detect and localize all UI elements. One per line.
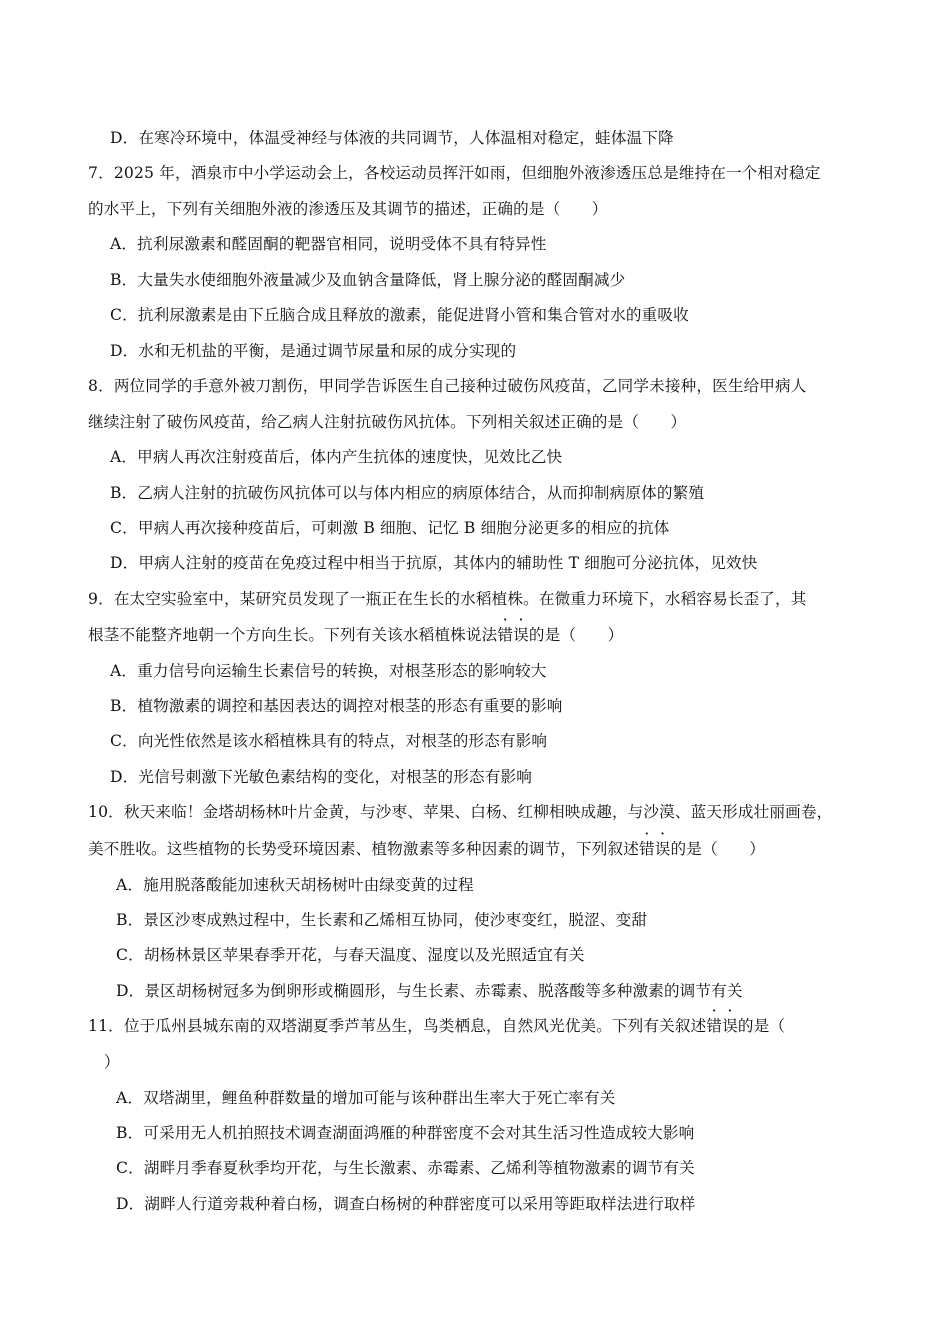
- q10-stem-tail: 的是（ ）: [670, 840, 766, 858]
- q9-stem-line1: 9．在太空实验室中，某研究员发现了一瓶正在生长的水稻植株。在微重力环境下，水稻容易长歪了，其: [88, 590, 807, 608]
- q7-option-d: D．水和无机盐的平衡，是通过调节尿量和尿的成分实现的: [110, 342, 517, 360]
- q11-option-b: B．可采用无人机拍照技术调查湖面鸿雁的种群密度不会对其生活习性造成较大影响: [116, 1124, 695, 1142]
- q9-stem-line2: [88, 625, 623, 645]
- q7-option-b: B．大量失水使细胞外液量减少及血钠含量降低，肾上腺分泌的醛固酮减少: [110, 271, 626, 289]
- q9-option-a: A．重力信号向运输生长素信号的转换，对根茎形态的影响较大: [110, 662, 547, 680]
- q7-option-c: C．抗利尿激素是由下丘脑合成且释放的激素，能促进肾小管和集合管对水的重吸收: [110, 306, 689, 324]
- q10-option-d: D．景区胡杨树冠多为倒卵形或椭圆形，与生长素、赤霉素、脱落酸等多种激素的调节有关: [116, 982, 743, 1000]
- q9-option-c: C．向光性依然是该水稻植株具有的特点，对根茎的形态有影响: [110, 732, 548, 750]
- q6-option-d: D．在寒冷环境中，体温受神经与体液的共同调节，人体温相对稳定，蛙体温下降: [110, 129, 674, 147]
- q7-stem-line2: 的水平上，下列有关细胞外液的渗透压及其调节的描述，正确的是（ ）: [88, 200, 608, 218]
- q11-emphasis-char-1: 错: [706, 1017, 723, 1035]
- q10-emphasis-char-1: 错: [639, 840, 655, 858]
- q8-option-b: B．乙病人注射的抗破伤风抗体可以与体内相应的病原体结合，从而抑制病原体的繁殖: [110, 484, 705, 502]
- q10-stem-line1: 10．秋天来临！金塔胡杨林叶片金黄，与沙枣、苹果、白杨、红柳相映成趣，与沙漠、蓝天形成壮丽画卷，: [88, 803, 833, 821]
- q8-stem-line2: 继续注射了破伤风疫苗，给乙病人注射抗破伤风抗体。下列相关叙述正确的是（ ）: [88, 413, 687, 431]
- q9-option-d: D．光信号刺激下光敏色素结构的变化，对根茎的形态有影响: [110, 768, 532, 786]
- q10-option-c: C．胡杨林景区苹果春季开花，与春天温度、湿度以及光照适宜有关: [116, 946, 585, 964]
- q11-stem-line2: ）: [104, 1053, 120, 1071]
- q9-stem-text: 根茎不能整齐地朝一个方向生长。下列有关该水稻植株说法: [88, 626, 498, 644]
- q11-stem-line1: [88, 1016, 785, 1036]
- q8-option-a: A．甲病人再次注射疫苗后，体内产生抗体的速度快，见效比乙快: [110, 448, 563, 466]
- q7-stem-line1: 7．2025 年，酒泉市中小学运动会上，各校运动员挥汗如雨，但细胞外液渗透压总是维持在一个相对稳定: [88, 164, 821, 182]
- q9-option-b: B．植物激素的调控和基因表达的调控对根茎的形态有重要的影响: [110, 697, 563, 715]
- q11-emphasis-char-2: 误: [722, 1017, 738, 1035]
- q11-stem-text: 11．位于瓜州县城东南的双塔湖夏季芦苇丛生，鸟类栖息，自然风光优美。下列有关叙述: [88, 1017, 707, 1035]
- q8-stem-line1: 8．两位同学的手意外被刀割伤，甲同学告诉医生自己接种过破伤风疫苗，乙同学未接种，医生给甲病人: [88, 377, 807, 395]
- q10-option-a: A．施用脱落酸能加速秋天胡杨树叶由绿变黄的过程: [116, 876, 474, 894]
- q7-option-a: A．抗利尿激素和醛固酮的靶器官相同，说明受体不具有特异性: [110, 235, 547, 253]
- q8-option-d: D．甲病人注射的疫苗在免疫过程中相当于抗原，其体内的辅助性 T 细胞可分泌抗体，见效快: [110, 554, 758, 572]
- q11-option-c: C．湖畔月季春夏秋季均开花，与生长激素、赤霉素、乙烯利等植物激素的调节有关: [116, 1159, 695, 1177]
- q11-option-a: A．双塔湖里，鲤鱼种群数量的增加可能与该种群出生率大于死亡率有关: [116, 1089, 616, 1107]
- q10-stem-line2: [88, 839, 765, 859]
- q11-stem-tail: 的是（: [737, 1017, 786, 1035]
- q10-emphasis-char-2: 误: [654, 840, 671, 858]
- q11-option-d: D．湖畔人行道旁栽种着白杨，调查白杨树的种群密度可以采用等距取样法进行取样: [116, 1195, 696, 1213]
- q8-option-c: C．甲病人再次接种疫苗后，可刺激 B 细胞、记忆 B 细胞分泌更多的相应的抗体: [110, 519, 670, 537]
- q10-stem-text: 美不胜收。这些植物的长势受环境因素、植物激素等多种因素的调节，下列叙述: [88, 840, 640, 858]
- q9-stem-tail: 的是（ ）: [528, 626, 624, 644]
- q9-emphasis-char-2: 误: [513, 626, 529, 644]
- q9-emphasis-char-1: 错: [497, 626, 514, 644]
- q10-option-b: B．景区沙枣成熟过程中，生长素和乙烯相互协同，使沙枣变红，脱涩、变甜: [116, 911, 648, 929]
